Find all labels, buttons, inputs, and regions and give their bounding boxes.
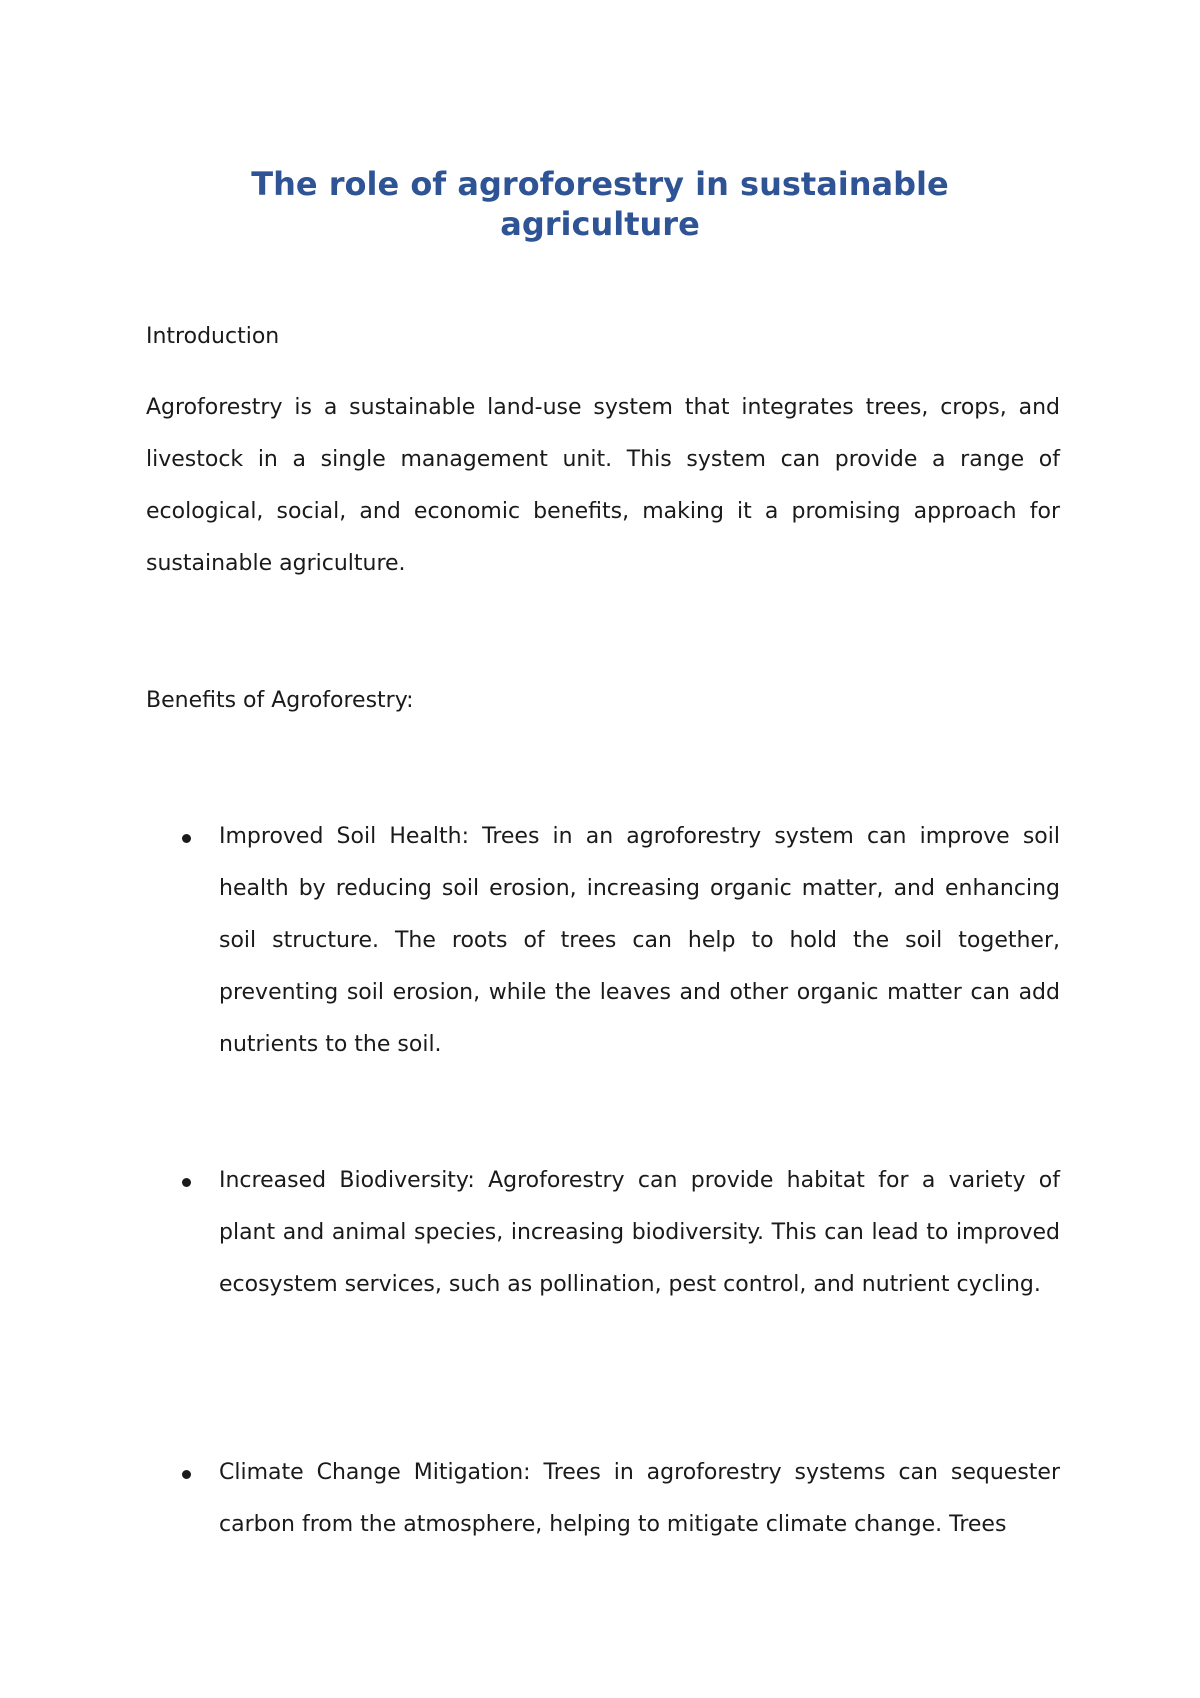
- intro-heading: Introduction: [146, 324, 280, 349]
- intro-paragraph: Agroforestry is a sustainable land-use system that integrates trees, crops, and livestock in a single management unit. This system can provide a range of ecological, social, and economic benefits, making it a promising approach for sustainable agriculture.: [146, 395, 1060, 576]
- benefits-heading: Benefits of Agroforestry:: [146, 688, 414, 713]
- benefit-text: Climate Change Mitigation: Trees in agroforestry systems can sequester carbon from the atmosphere, helping to mitigate climate change. Trees: [219, 1460, 1060, 1537]
- bullet-icon: [182, 834, 191, 843]
- benefit-text: Increased Biodiversity: Agroforestry can provide habitat for a variety of plant and animal species, increasing biodiversity. This can lead to improved ecosystem services, such as pollination, pest control, and nutrient cycling.: [219, 1168, 1060, 1297]
- benefit-text: Improved Soil Health: Trees in an agroforestry system can improve soil health by reducing soil erosion, increasing organic matter, and enhancing soil structure. The roots of trees can help to hold the soil together, preventing soil erosion, while the leaves and other organic matter can add nutrients to the soil.: [219, 824, 1060, 1057]
- bullet-icon: [182, 1470, 191, 1479]
- bullet-icon: [182, 1178, 191, 1187]
- document-title: The role of agroforestry in sustainable agriculture: [251, 165, 949, 243]
